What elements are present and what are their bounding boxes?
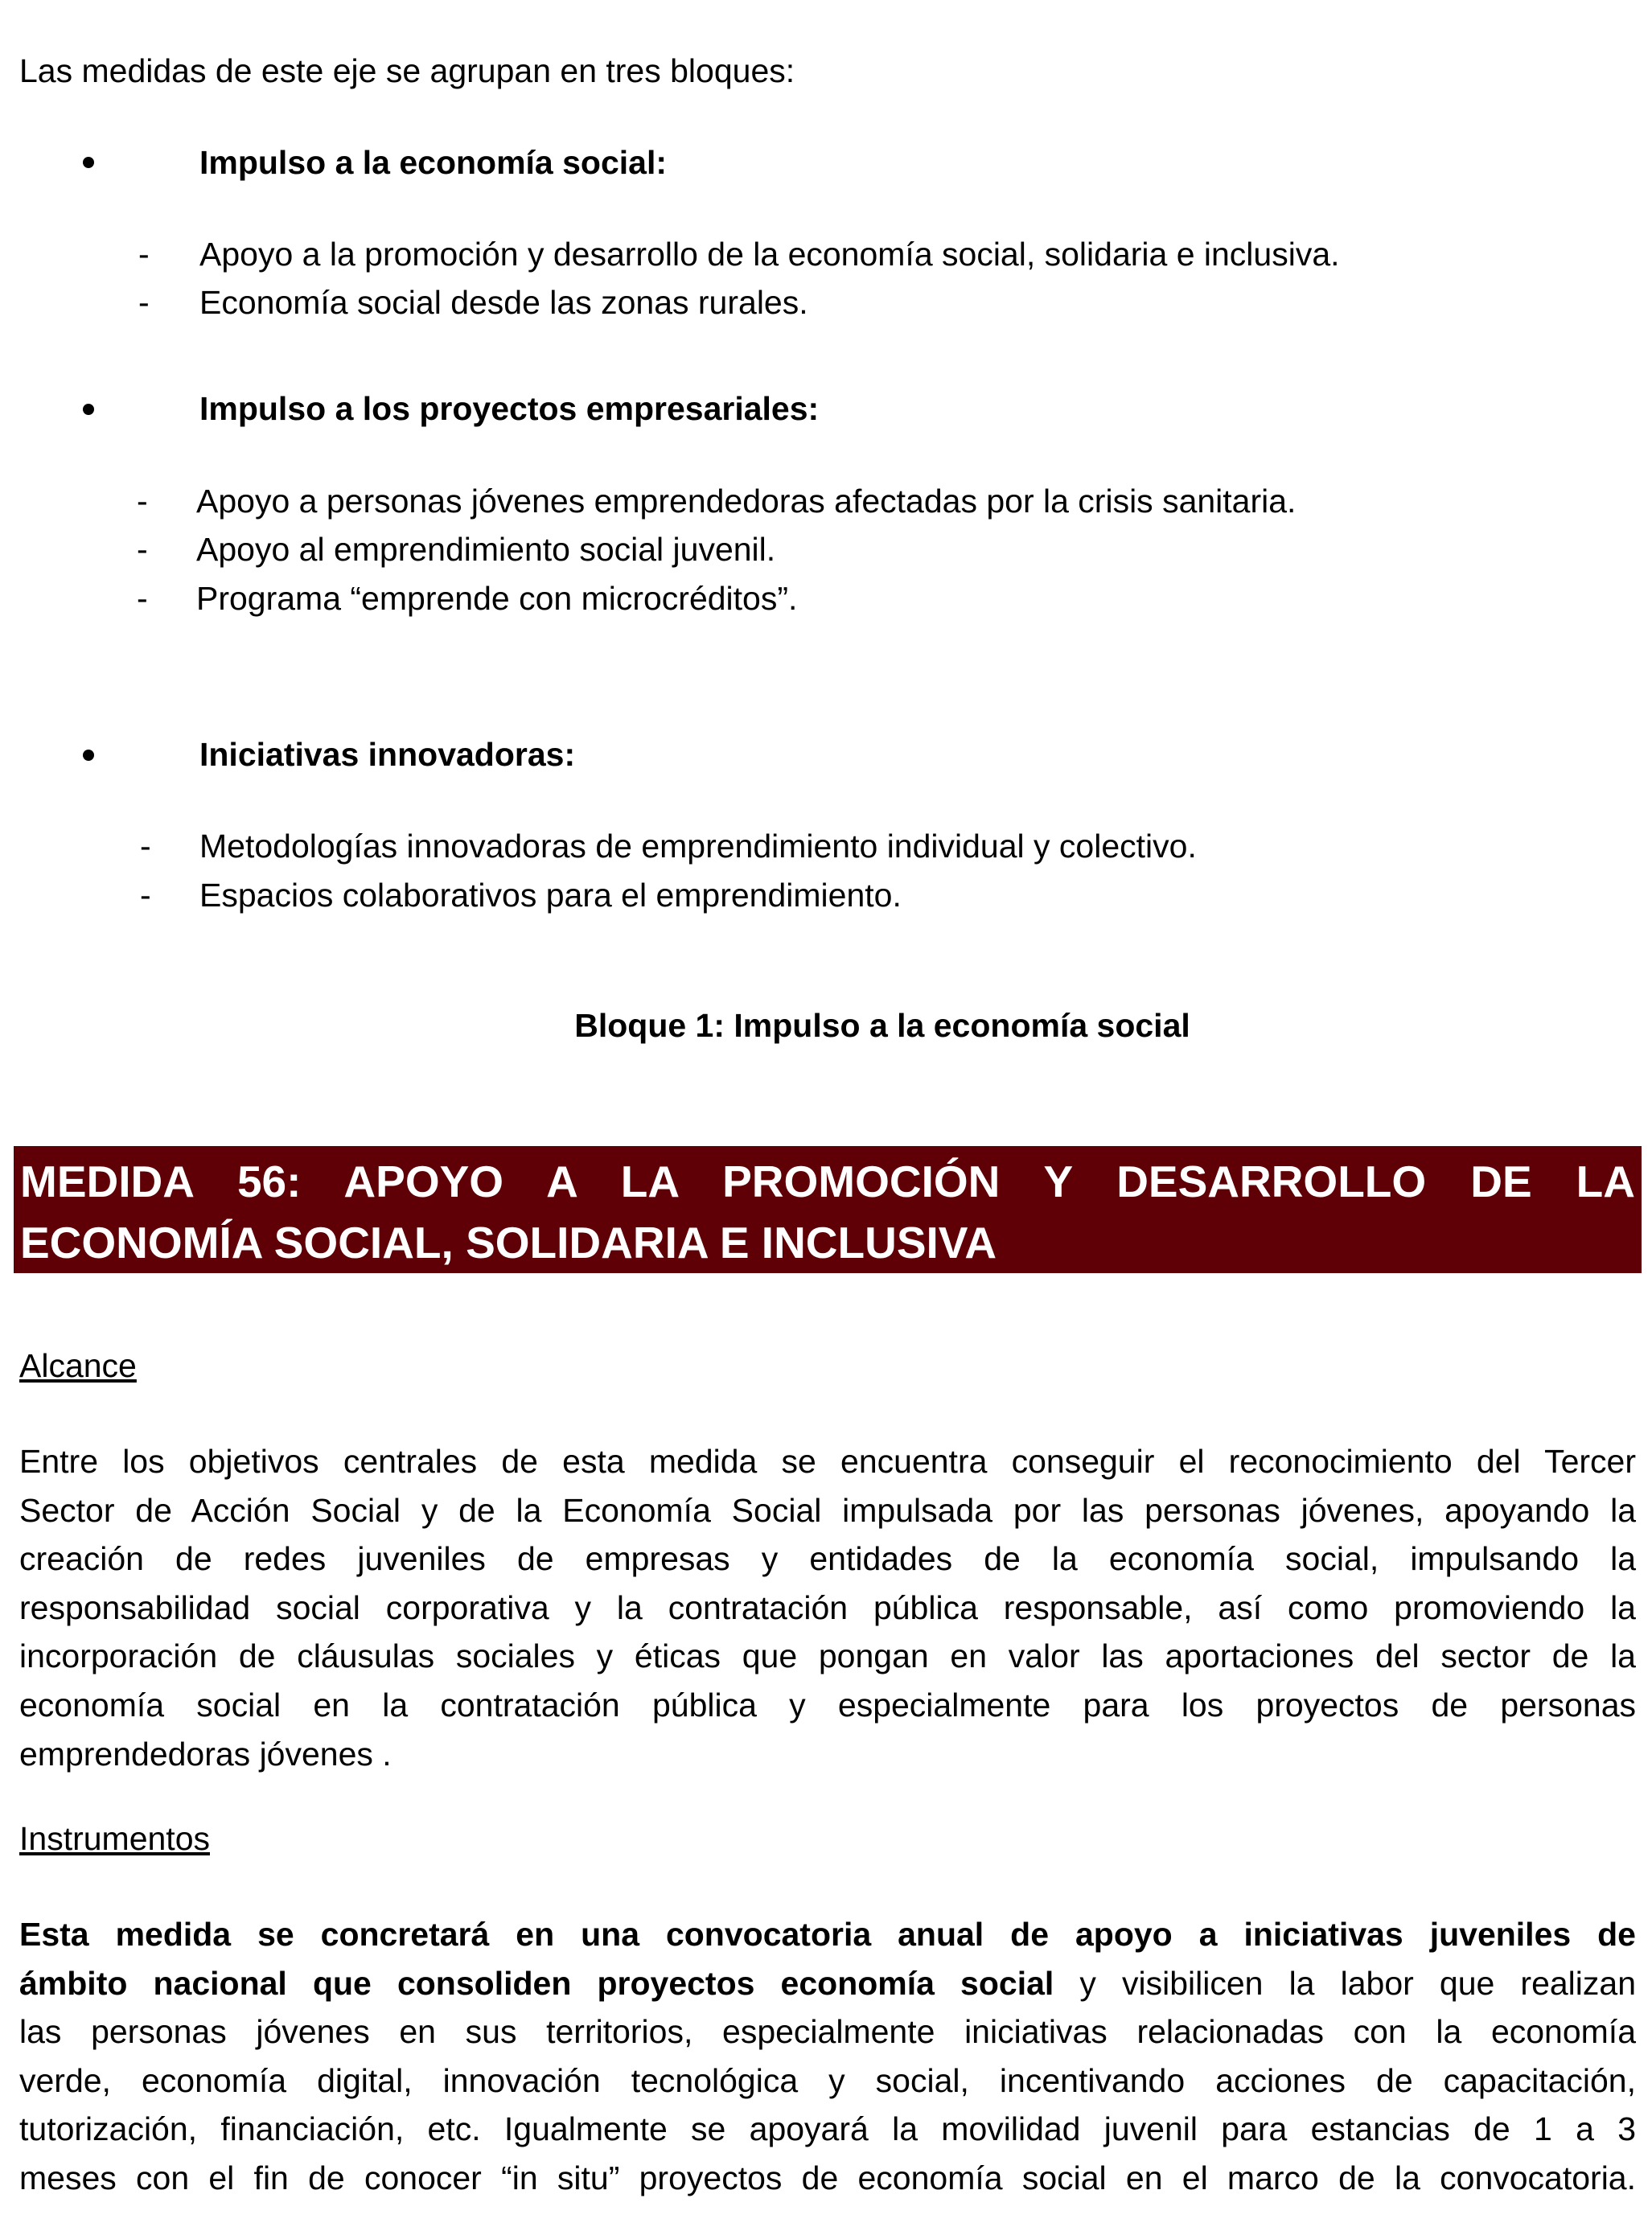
alcance-paragraph [19,1437,1636,1778]
block-heading: Iniciativas innovadoras: [199,736,576,773]
section-heading-instrumentos: Instrumentos [19,1820,210,1857]
list-item: Apoyo al emprendimiento social juvenil. [196,531,776,568]
paragraph-line: responsabilidad social corporativa y la contratación pública responsable, así como promoviendo la [19,1588,1636,1626]
dash-marker: - [138,284,150,321]
dash-marker: - [137,531,148,568]
regular-phrase: y visibilicen la labor que realizan [1054,1964,1636,2002]
paragraph-line: Entre los objetivos centrales de esta medida se encuentra conseguir el reconocimiento del Tercer [19,1443,1636,1480]
block-heading: Impulso a la economía social: [199,144,668,181]
paragraph-line: las personas jóvenes en sus territorios, especialmente iniciativas relacionadas con la economía [19,2013,1636,2051]
dash-marker: - [140,877,151,914]
block-title: Bloque 1: Impulso a la economía social [574,1007,1190,1044]
paragraph-line: incorporación de cláusulas sociales y éticas que pongan en valor las aportaciones del sector de la [19,1637,1636,1675]
list-item: Programa “emprende con microcréditos”. [196,580,798,617]
intro-text: Las medidas de este eje se agrupan en tres bloques: [19,52,795,89]
block-heading: Impulso a los proyectos empresariales: [199,390,820,427]
bullet-icon [83,750,94,761]
bullet-icon [83,404,94,415]
dash-marker: - [140,828,151,865]
paragraph-line-mixed [19,1959,1636,2008]
paragraph-line: verde, economía digital, innovación tecnológica y social, incentivando acciones de capacitación, [19,2061,1636,2099]
paragraph-line: Sector de Acción Social y de la Economía Social impulsada por las personas jóvenes, apoyando la [19,1491,1636,1529]
paragraph-line: emprendedoras jóvenes . [19,1735,392,1773]
section-heading-alcance: Alcance [19,1347,137,1384]
bullet-icon [83,157,94,168]
measure-banner [14,1146,1642,1273]
dash-marker: - [137,580,148,617]
paragraph-line: creación de redes juveniles de empresas y entidades de la economía social, impulsando la [19,1540,1636,1578]
measure-title-line-1: MEDIDA 56: APOYO A LA PROMOCIÓN Y DESARROLLO DE LA [20,1157,1635,1206]
paragraph-line-bold: Esta medida se concretará en una convocatoria anual de apoyo a iniciativas juveniles de [19,1916,1636,1953]
dash-marker: - [138,236,150,273]
bold-phrase: ámbito nacional que consoliden proyectos economía social [19,1964,1054,2002]
dash-marker: - [137,483,148,520]
list-item: Economía social desde las zonas rurales. [199,284,808,321]
list-item: Apoyo a personas jóvenes emprendedoras afectadas por la crisis sanitaria. [196,483,1297,520]
list-item: Apoyo a la promoción y desarrollo de la economía social, solidaria e inclusiva. [199,236,1340,273]
paragraph-line: economía social en la contratación pública y especialmente para los proyectos de personas [19,1686,1636,1724]
measure-title-line-2: ECONOMÍA SOCIAL, SOLIDARIA E INCLUSIVA [20,1218,997,1268]
list-item: Espacios colaborativos para el emprendimiento. [199,877,902,914]
instrumentos-paragraph [19,1910,1636,2203]
paragraph-line: tutorización, financiación, etc. Igualmente se apoyará la movilidad juvenil para estancias de 1 a 3 [19,2110,1636,2148]
paragraph-line: meses con el fin de conocer “in situ” proyectos de economía social en el marco de la convocatoria. [19,2159,1636,2196]
list-item: Metodologías innovadoras de emprendimiento individual y colectivo. [199,828,1197,865]
